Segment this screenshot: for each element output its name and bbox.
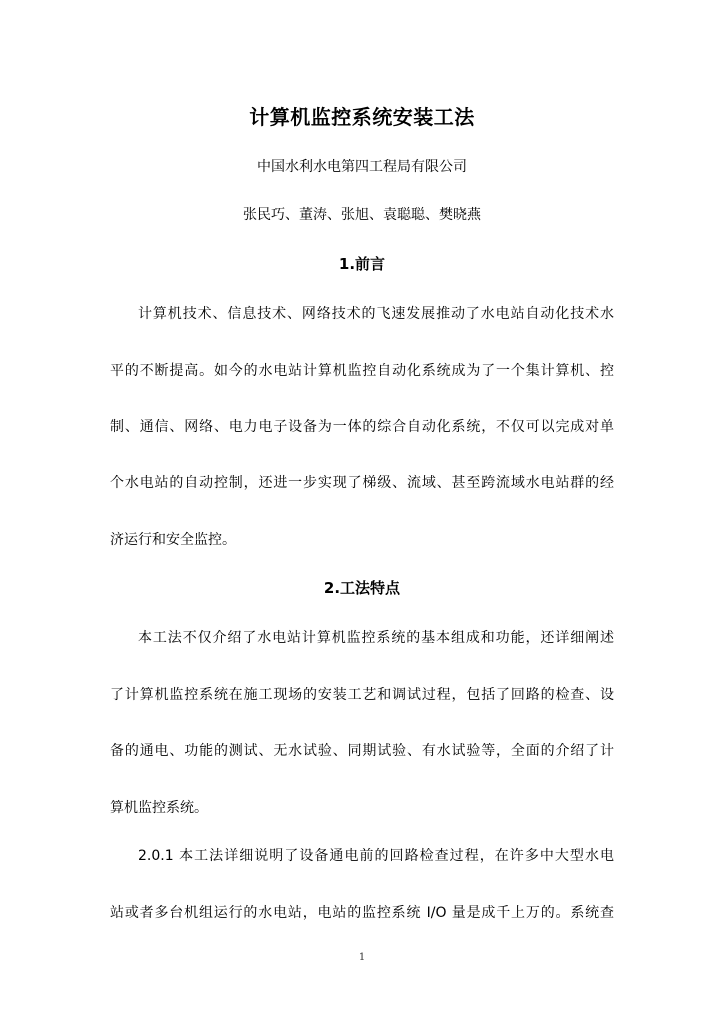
paragraph-line: 个水电站的自动控制，还进一步实现了梯级、流域、甚至跨流域水电站群的经 xyxy=(110,475,614,491)
paragraph-line: 制、通信、网络、电力电子设备为一体的综合自动化系统，不仅可以完成对单 xyxy=(110,419,614,435)
document-title: 计算机监控系统安装工法 xyxy=(249,105,475,129)
paragraph-line: 算机监控系统。 xyxy=(110,800,208,816)
paragraph-line: 2.0.1 本工法详细说明了设备通电前的回路检查过程，在许多中大型水电 xyxy=(138,848,614,864)
paragraph-line: 站或者多台机组运行的水电站，电站的监控系统 I/O 量是成千上万的。系统查 xyxy=(110,905,614,921)
paragraph-line: 了计算机监控系统在施工现场的安装工艺和调试过程，包括了回路的检查、设 xyxy=(110,687,614,703)
author-list: 张民巧、董涛、张旭、袁聪聪、樊晓燕 xyxy=(243,207,481,223)
section-heading-features: 2.工法特点 xyxy=(323,579,401,597)
paragraph-line: 计算机技术、信息技术、网络技术的飞速发展推动了水电站自动化技术水 xyxy=(138,306,614,322)
paragraph-line: 平的不断提高。如今的水电站计算机监控自动化系统成为了一个集计算机、控 xyxy=(110,363,614,379)
paragraph-line: 备的通电、功能的测试、无水试验、同期试验、有水试验等，全面的介绍了计 xyxy=(110,743,614,759)
section-heading-introduction: 1.前言 xyxy=(338,255,386,273)
paragraph-line: 济运行和安全监控。 xyxy=(110,532,236,548)
paragraph-line: 本工法不仅介绍了水电站计算机监控系统的基本组成和功能，还详细阐述 xyxy=(138,630,614,646)
page-number: 1 xyxy=(358,952,366,963)
organization-name: 中国水利水电第四工程局有限公司 xyxy=(257,159,467,175)
